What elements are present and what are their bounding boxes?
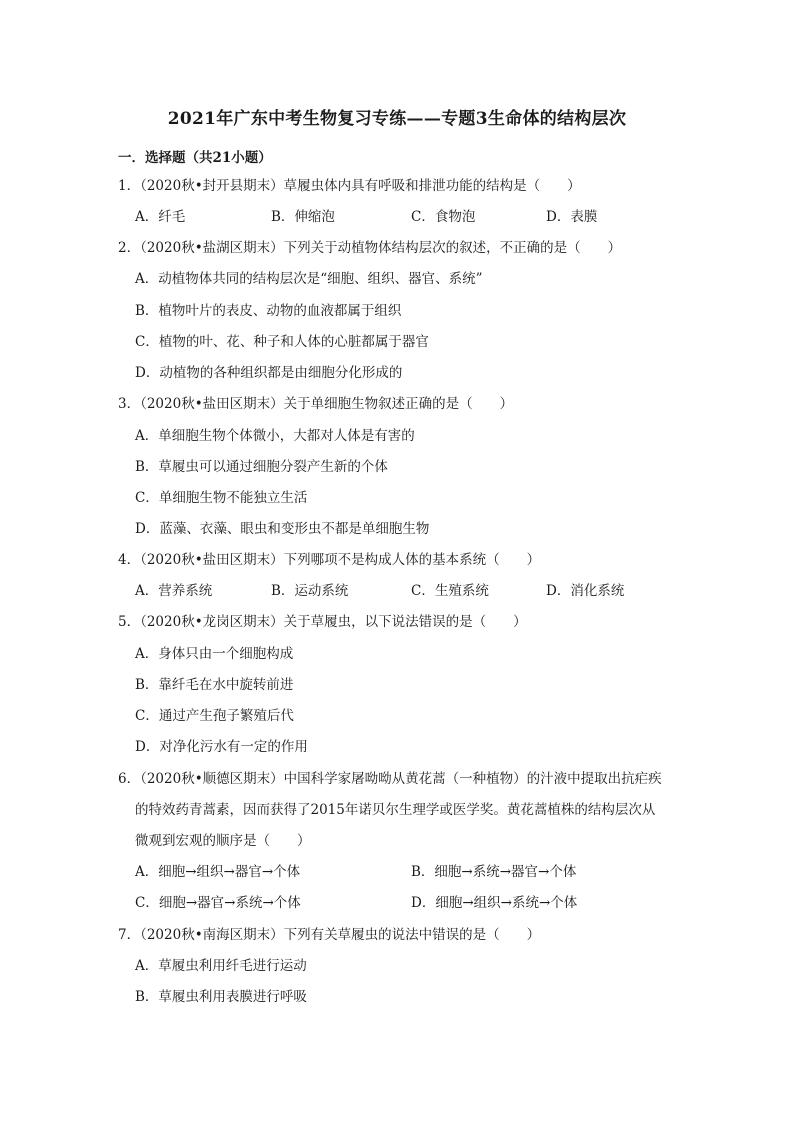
question-5-option-a: A．身体只由一个细胞构成 — [135, 646, 294, 662]
question-7-option-a: A．草履虫利用纤毛进行运动 — [135, 958, 307, 974]
question-5-option-d: D．对净化污水有一定的作用 — [135, 739, 308, 755]
question-3-stem: 3．（2020秋•盐田区期末）关于单细胞生物叙述正确的是（ ） — [118, 396, 514, 412]
question-1-option-a: A．纤毛 — [135, 209, 186, 225]
question-5-option-b: B．靠纤毛在水中旋转前进 — [135, 677, 294, 693]
question-5-option-c: C．通过产生孢子繁殖后代 — [135, 708, 294, 724]
question-2-option-b: B．植物叶片的表皮、动物的血液都属于组织 — [135, 303, 402, 319]
question-6-option-c: C．细胞→器官→系统→个体 — [135, 895, 301, 911]
section-heading: 一．选择题（共21小题） — [118, 150, 272, 166]
question-3-option-d: D．蓝藻、衣藻、眼虫和变形虫不都是单细胞生物 — [135, 521, 430, 537]
question-6-option-a: A．细胞→组织→器官→个体 — [135, 864, 301, 880]
question-1-option-b: B．伸缩泡 — [271, 209, 335, 225]
question-5-stem: 5．（2020秋•龙岗区期末）关于草履虫，以下说法错误的是（ ） — [118, 614, 527, 630]
question-7-stem: 7．（2020秋•南海区期末）下列有关草履虫的说法中错误的是（ ） — [118, 927, 541, 943]
question-4-option-b: B．运动系统 — [271, 583, 349, 599]
question-2-option-a: A．动植物体共同的结构层次是“细胞、组织、器官、系统” — [135, 271, 483, 287]
question-2-option-c: C．植物的叶、花、种子和人体的心脏都属于器官 — [135, 334, 429, 350]
question-1-stem: 1．（2020秋•封开县期末）草履虫体内具有呼吸和排泄功能的结构是（ ） — [118, 178, 581, 194]
question-3-option-a: A．单细胞生物个体微小，大都对人体是有害的 — [135, 428, 415, 444]
question-4-option-d: D．消化系统 — [546, 583, 625, 599]
question-6-option-b: B．细胞→系统→器官→个体 — [411, 864, 577, 880]
question-4-option-c: C．生殖系统 — [411, 583, 489, 599]
page-title: 2021年广东中考生物复习专练——专题3生命体的结构层次 — [167, 109, 627, 129]
question-4-stem: 4．（2020秋•盐田区期末）下列哪项不是构成人体的基本系统（ ） — [118, 552, 541, 568]
question-6-stem-continued-2: 微观到宏观的顺序是（ ） — [135, 833, 311, 849]
question-3-option-b: B．草履虫可以通过细胞分裂产生新的个体 — [135, 459, 388, 475]
question-6-option-d: D．细胞→组织→系统→个体 — [411, 895, 578, 911]
question-2-stem: 2．（2020秋•盐湖区期末）下列关于动植物体结构层次的叙述，不正确的是（ ） — [118, 240, 622, 256]
question-3-option-c: C．单细胞生物不能独立生活 — [135, 490, 308, 506]
question-4-option-a: A．营养系统 — [135, 583, 213, 599]
question-1-option-c: C．食物泡 — [411, 209, 476, 225]
question-1-option-d: D．表膜 — [546, 209, 598, 225]
question-6-stem: 6．（2020秋•顺德区期末）中国科学家屠呦呦从黄花蒿（一种植物）的汁液中提取出抗疟疾 — [118, 771, 662, 787]
question-2-option-d: D．动植物的各种组织都是由细胞分化形成的 — [135, 365, 403, 381]
question-6-stem-continued-1: 的特效药青蒿素，因而获得了2015年诺贝尔生理学或医学奖。黄花蒿植株的结构层次从 — [135, 802, 656, 818]
question-7-option-b: B．草履虫利用表膜进行呼吸 — [135, 989, 307, 1005]
